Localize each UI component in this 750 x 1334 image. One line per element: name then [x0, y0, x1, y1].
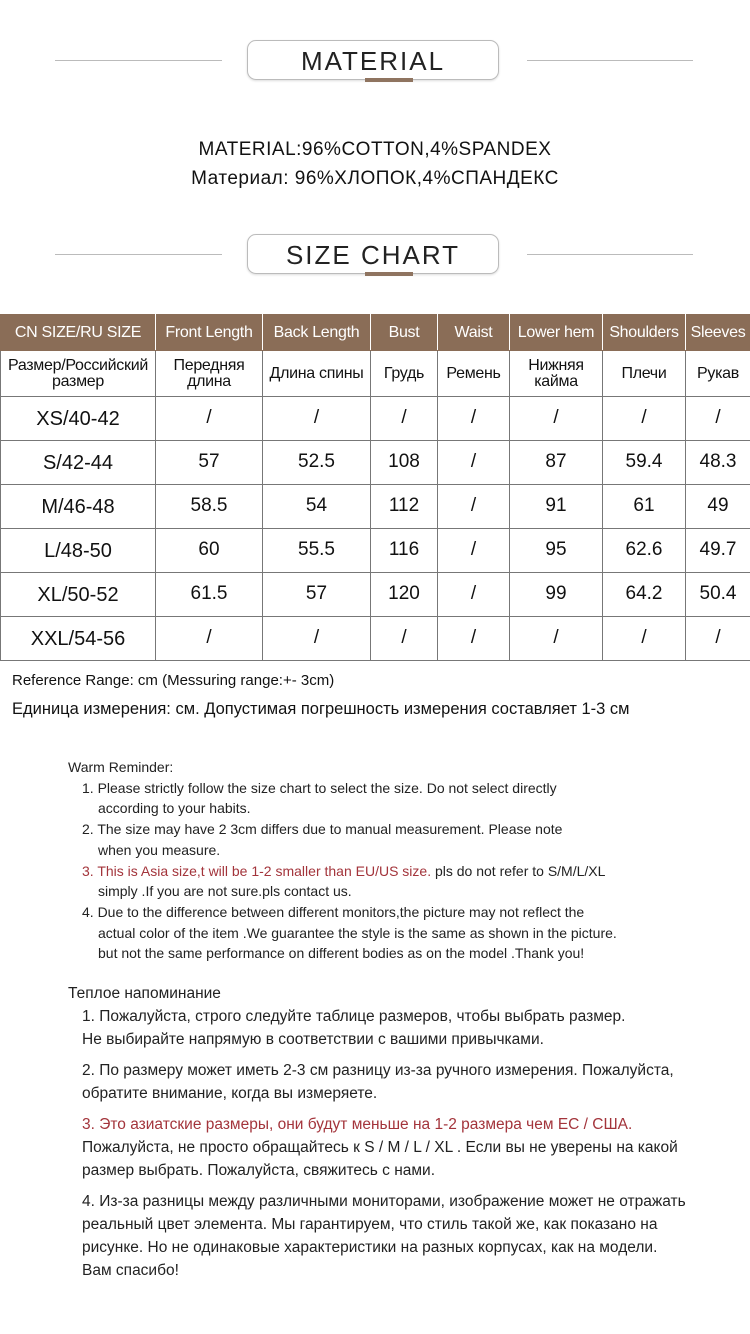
table-cell: /: [510, 397, 603, 441]
reminder-item: but not the same performance on different bodies as on the model .Thank you!: [68, 943, 742, 964]
material-heading: MATERIAL: [247, 40, 499, 80]
table-cell: Плечи: [603, 351, 686, 397]
table-cell: 116: [371, 529, 438, 573]
table-cell: /: [438, 617, 510, 661]
table-cell: /: [371, 397, 438, 441]
reminder-item: simply .If you are not sure.pls contact us.: [68, 881, 742, 902]
header-row-ru: [1, 351, 750, 397]
table-cell: 52.5: [263, 441, 371, 485]
table-cell: Передняя длина: [156, 351, 263, 397]
table-cell: /: [510, 617, 603, 661]
size-chart-header: [0, 234, 750, 274]
table-cell: /: [371, 617, 438, 661]
table-row: [1, 573, 750, 617]
table-cell: Waist: [438, 315, 510, 351]
table-cell: 108: [371, 441, 438, 485]
reminder-item: according to your habits.: [68, 798, 742, 819]
table-cell: XXL/54-56: [1, 617, 156, 661]
table-cell: 62.6: [603, 529, 686, 573]
material-header: [0, 40, 750, 80]
warning-text: 3. Это азиатские размеры, они будут меньше на 1-2 размера чем ЕС / США.: [68, 1113, 742, 1136]
divider: [55, 60, 222, 61]
table-cell: /: [438, 485, 510, 529]
table-cell: S/42-44: [1, 441, 156, 485]
table-cell: Размер/Российский размер: [1, 351, 156, 397]
table-cell: XL/50-52: [1, 573, 156, 617]
reminder-item: Вам спасибо!: [68, 1259, 742, 1282]
table-row: [1, 529, 750, 573]
table-cell: 61: [603, 485, 686, 529]
reminder-item: 1. Пожалуйста, строго следуйте таблице размеров, чтобы выбрать размер.: [68, 1005, 742, 1028]
table-cell: /: [686, 617, 750, 661]
table-cell: 95: [510, 529, 603, 573]
reminder-item: [68, 861, 742, 882]
table-cell: /: [263, 397, 371, 441]
table-cell: CN SIZE/RU SIZE: [1, 315, 156, 351]
size-table: [0, 314, 750, 661]
reminder-title: Warm Reminder:: [68, 757, 742, 778]
table-cell: 50.4: [686, 573, 750, 617]
reminder-item: рисунке. Но не одинаковые характеристики на разных корпусах, как на модели.: [68, 1236, 742, 1259]
table-cell: /: [263, 617, 371, 661]
table-cell: Sleeves: [686, 315, 750, 351]
table-cell: L/48-50: [1, 529, 156, 573]
reference-note-ru: Единица измерения: см. Допустимая погрешность измерения составляет 1-3 см: [0, 695, 750, 723]
table-cell: 57: [156, 441, 263, 485]
table-cell: Длина спины: [263, 351, 371, 397]
table-cell: Грудь: [371, 351, 438, 397]
table-cell: 91: [510, 485, 603, 529]
reminder-item: Не выбирайте напрямую в соответствии с вашими привычками.: [68, 1028, 742, 1051]
reference-note-en: Reference Range: cm (Messuring range:+- 3cm): [0, 667, 750, 695]
material-en: MATERIAL:96%COTTON,4%SPANDEX: [0, 135, 750, 164]
reminder-item: 4. Due to the difference between different monitors,the picture may not reflect the: [68, 902, 742, 923]
table-cell: Front Length: [156, 315, 263, 351]
table-cell: /: [156, 397, 263, 441]
heading-underline: [365, 272, 413, 276]
reminder-text: pls do not refer to S/M/L/XL: [431, 863, 605, 879]
reminder-ru: [0, 982, 750, 1282]
divider: [527, 254, 693, 255]
reminder-item: 2. По размеру может иметь 2-3 см разницу из-за ручного измерения. Пожалуйста,: [68, 1059, 742, 1082]
table-cell: Shoulders: [603, 315, 686, 351]
warning-text: 3. This is Asia size,t will be 1-2 smaller than EU/US size.: [82, 863, 431, 879]
table-cell: /: [603, 397, 686, 441]
table-cell: 99: [510, 573, 603, 617]
table-cell: Нижняя кайма: [510, 351, 603, 397]
table-cell: /: [603, 617, 686, 661]
material-ru: Материал: 96%ХЛОПОК,4%СПАНДЕКС: [0, 164, 750, 193]
reminder-item: 2. The size may have 2 3cm differs due to manual measurement. Please note: [68, 819, 742, 840]
reminder-item: реальный цвет элемента. Мы гарантируем, что стиль такой же, как показано на: [68, 1213, 742, 1236]
table-cell: /: [438, 397, 510, 441]
table-row: [1, 617, 750, 661]
heading-underline: [365, 78, 413, 82]
size-chart-heading: SIZE CHART: [247, 234, 499, 274]
reminder-item: when you measure.: [68, 840, 742, 861]
table-cell: 87: [510, 441, 603, 485]
table-cell: /: [438, 441, 510, 485]
table-cell: 112: [371, 485, 438, 529]
table-cell: 48.3: [686, 441, 750, 485]
table-cell: Back Length: [263, 315, 371, 351]
table-cell: Lower hem: [510, 315, 603, 351]
table-cell: Bust: [371, 315, 438, 351]
table-cell: /: [438, 529, 510, 573]
table-cell: /: [156, 617, 263, 661]
table-cell: Рукав: [686, 351, 750, 397]
table-row: [1, 441, 750, 485]
divider: [527, 60, 693, 61]
reminder-item: actual color of the item .We guarantee the style is the same as shown in the picture.: [68, 923, 742, 944]
table-cell: 64.2: [603, 573, 686, 617]
reminder-item: 4. Из-за разницы между различными мониторами, изображение может не отражать: [68, 1190, 742, 1213]
reminder-item: обратите внимание, когда вы измеряете.: [68, 1082, 742, 1105]
table-cell: 60: [156, 529, 263, 573]
table-cell: Ремень: [438, 351, 510, 397]
table-cell: XS/40-42: [1, 397, 156, 441]
table-cell: 57: [263, 573, 371, 617]
table-cell: 49.7: [686, 529, 750, 573]
reminder-en: [0, 757, 750, 964]
reminder-item: размер выбрать. Пожалуйста, свяжитесь с нами.: [68, 1159, 742, 1182]
table-cell: 55.5: [263, 529, 371, 573]
reminder-title: Теплое напоминание: [68, 982, 742, 1005]
table-cell: 54: [263, 485, 371, 529]
table-row: [1, 485, 750, 529]
table-cell: /: [686, 397, 750, 441]
reminder-item: Пожалуйста, не просто обращайтесь к S / M / L / XL . Если вы не уверены на какой: [68, 1136, 742, 1159]
header-row-en: [1, 315, 750, 351]
table-cell: 58.5: [156, 485, 263, 529]
table-cell: /: [438, 573, 510, 617]
divider: [55, 254, 222, 255]
table-cell: 120: [371, 573, 438, 617]
table-row: [1, 397, 750, 441]
table-cell: M/46-48: [1, 485, 156, 529]
reminder-item: 1. Please strictly follow the size chart to select the size. Do not select directly: [68, 778, 742, 799]
table-cell: 49: [686, 485, 750, 529]
table-cell: 61.5: [156, 573, 263, 617]
table-cell: 59.4: [603, 441, 686, 485]
